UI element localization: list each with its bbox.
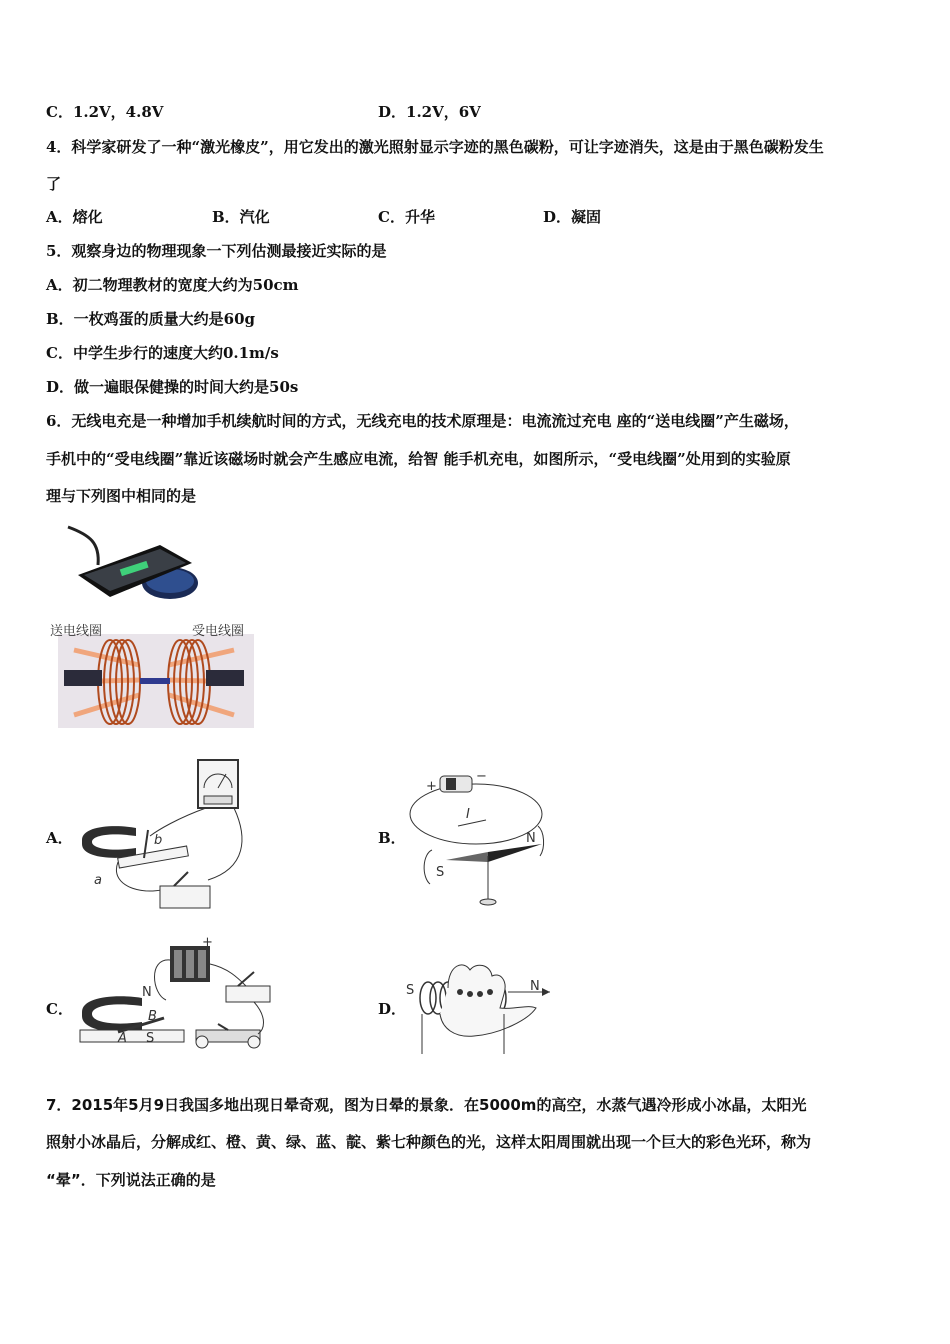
- fig-c-north: N: [142, 985, 152, 1000]
- fig-b-plus: +: [426, 779, 437, 794]
- q5-stem: 5．观察身边的物理现象一下列估测最接近实际的是: [46, 242, 387, 260]
- q6-option-c-label: C．: [46, 1000, 73, 1018]
- q7-stem-line2: 照射小冰晶后，分解成红、橙、黄、绿、蓝、靛、紫七种颜色的光，这样太阳周围就出现一个巨大的彩色光环，称为: [46, 1133, 812, 1151]
- q3-option-d: D．1.2V，6V: [378, 103, 481, 121]
- q5-option-a: A．初二物理教材的宽度大约为50cm: [46, 276, 299, 294]
- q6-option-a-label: A．: [46, 829, 73, 847]
- q4-option-a: A．熔化: [46, 208, 103, 226]
- fig-b-current: I: [466, 807, 470, 822]
- wireless-charger-figure: [60, 525, 200, 607]
- fig-d-north: N: [530, 979, 540, 994]
- q4-option-b: B．汽化: [212, 208, 270, 226]
- q4-stem-line2: 了: [46, 175, 62, 193]
- q6-option-d-label: D．: [378, 1000, 407, 1018]
- option-a-figure: [78, 758, 258, 913]
- fig-d-south: S: [406, 983, 415, 998]
- fig-a-letter-b: b: [154, 833, 163, 848]
- q6-stem-line1: 6．无线电充是一种增加手机续航时间的方式，无线充电的技术原理是：电流流过充电 座的“送电线圈”产生磁场，: [46, 412, 799, 430]
- q6-option-b-label: B．: [378, 829, 406, 847]
- option-c-figure: [78, 935, 278, 1058]
- fig-c-letter-b: B: [148, 1009, 157, 1024]
- q6-stem-line2: 手机中的“受电线圈”靠近该磁场时就会产生感应电流，给智 能手机充电，如图所示，“受电线圈”处用到的实验原: [46, 450, 791, 468]
- fig-c-plus: +: [202, 935, 213, 950]
- coils-figure: [44, 620, 264, 730]
- q5-option-b: B．一枚鸡蛋的质量大约是60g: [46, 310, 256, 328]
- q6-stem-line3: 理与下列图中相同的是: [46, 487, 197, 505]
- fig-b-north: N: [526, 831, 536, 846]
- fig-b-south: S: [436, 865, 445, 880]
- option-b-figure: [406, 764, 566, 912]
- fig-b-minus: −: [476, 769, 487, 784]
- q4-stem-line1: 4．科学家研发了一种“激光橡皮”，用它发出的激光照射显示字迹的黑色碳粉，可让字迹消失，这是由于黑色碳粉发生: [46, 138, 824, 156]
- q4-option-d: D．凝固: [543, 208, 602, 226]
- receive-coil-label: 受电线圈: [192, 624, 245, 639]
- fig-c-letter-a: A: [118, 1031, 127, 1046]
- fig-c-south: S: [146, 1031, 155, 1046]
- send-coil-label: 送电线圈: [50, 624, 103, 639]
- q5-option-c: C．中学生步行的速度大约0.1m/s: [46, 344, 279, 362]
- fig-a-letter-a: a: [94, 873, 102, 888]
- q4-option-c: C．升华: [378, 208, 435, 226]
- q7-stem-line3: “晕”．下列说法正确的是: [46, 1171, 216, 1189]
- q3-option-c: C．1.2V，4.8V: [46, 103, 164, 121]
- q5-option-d: D．做一遍眼保健操的时间大约是50s: [46, 378, 299, 396]
- q7-stem-line1: 7．2015年5月9日我国多地出现日晕奇观，图为日晕的景象．在5000m的高空，水蒸气遇冷形成小冰晶，太阳光: [46, 1096, 807, 1114]
- option-d-figure: [404, 958, 554, 1058]
